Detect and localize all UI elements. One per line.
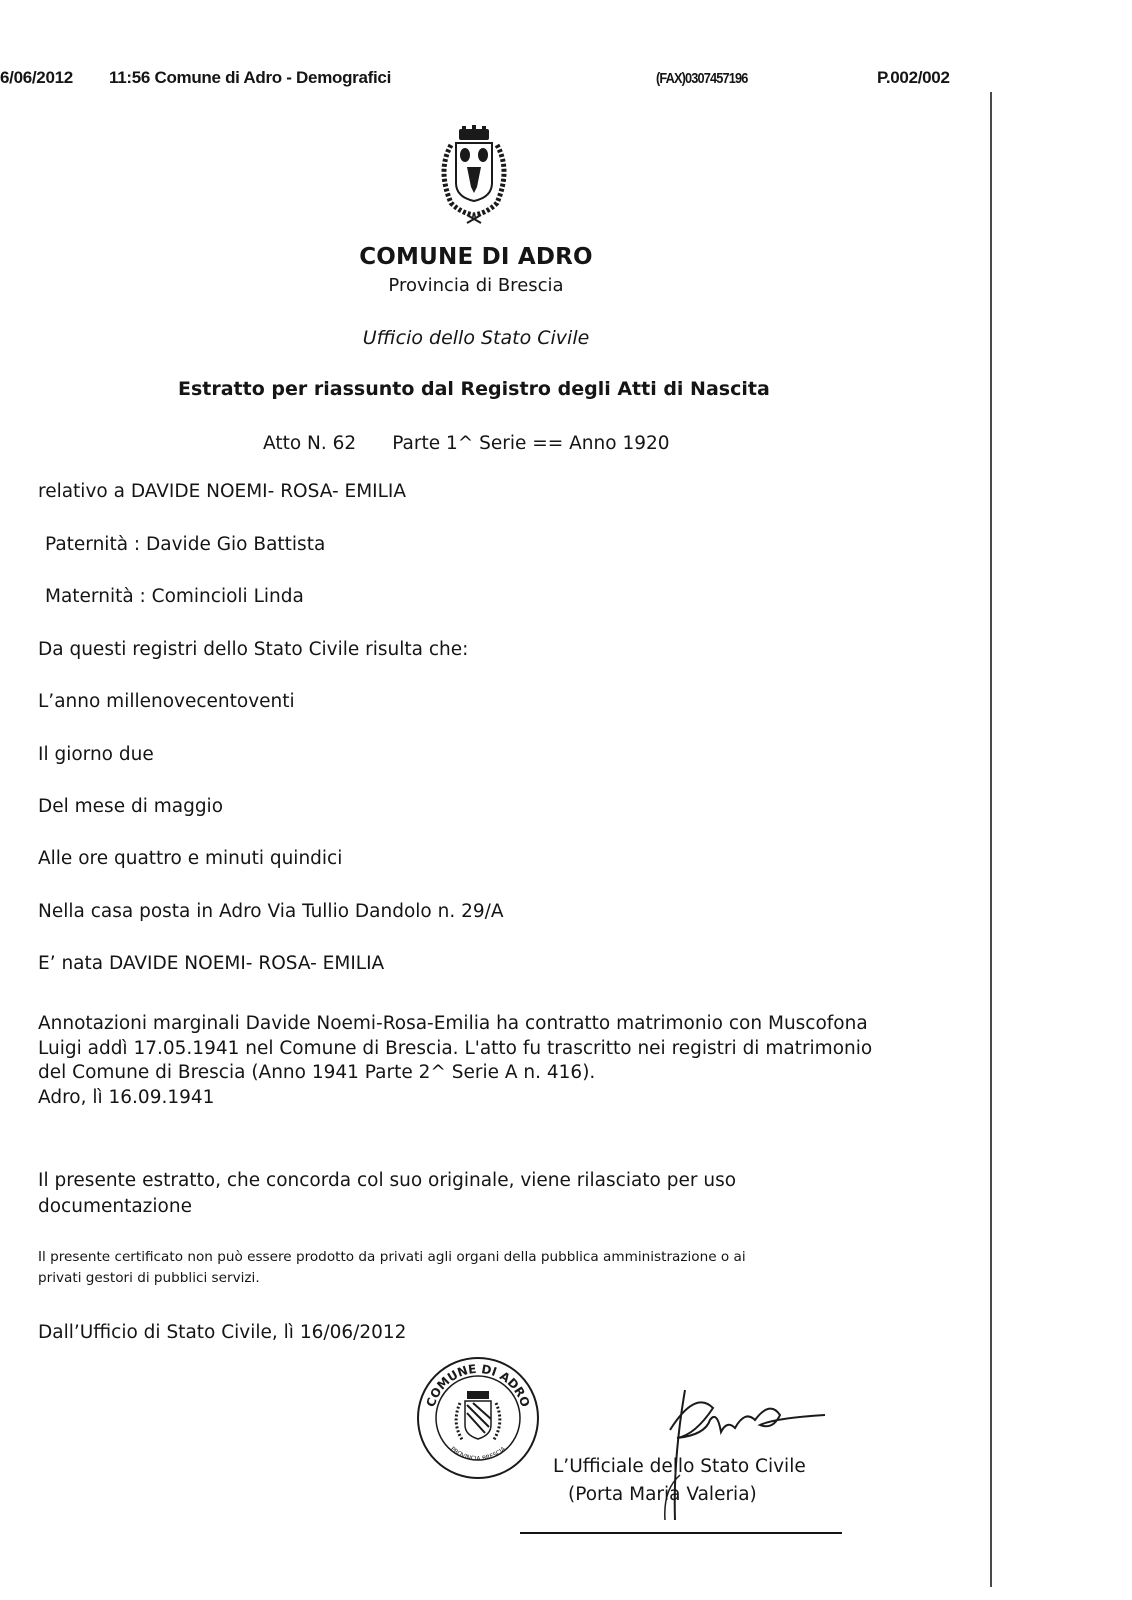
act-number: Atto N. 62: [263, 433, 357, 454]
place-line: Nella casa posta in Adro Via Tullio Dandolo n. 29/A: [38, 901, 504, 922]
marginal-annotations: [38, 1012, 872, 1110]
notice-line: privati gestori di pubblici servizi.: [38, 1270, 260, 1286]
legal-notice: [38, 1247, 746, 1289]
day-line: Il giorno due: [38, 744, 154, 765]
conformity-line: Il presente estratto, che concorda col suo originale, viene rilasciato per uso: [38, 1170, 737, 1191]
month-line: Del mese di maggio: [38, 796, 224, 817]
annotation-line: Adro, lì 16.09.1941: [38, 1086, 215, 1108]
fax-number: (FAX)0307457196: [656, 70, 748, 87]
annotation-line: Luigi addì 17.05.1941 nel Comune di Brescia. L'atto fu trascritto nei registri di matrimonio: [38, 1037, 873, 1059]
maternity-line: Maternità : Comincioli Linda: [45, 586, 304, 607]
act-reference: [263, 433, 670, 454]
time-line: Alle ore quattro e minuti quindici: [38, 848, 343, 869]
issue-date-line: Dall’Ufficio di Stato Civile, lì 16/06/2012: [38, 1322, 407, 1343]
svg-text:PROVINCIA BRESCIA: [449, 1445, 508, 1462]
annotation-line: Annotazioni marginali Davide Noemi-Rosa-Emilia ha contratto matrimonio con Muscofona: [38, 1013, 868, 1034]
official-title: L’Ufficiale dello Stato Civile: [553, 1456, 806, 1477]
municipality-name: COMUNE DI ADRO: [359, 244, 593, 270]
year-line: L’anno millenovecentoventi: [38, 691, 295, 712]
scan-edge-line: [990, 92, 992, 1587]
document-title: Estratto per riassunto dal Registro degli Atti di Nascita: [178, 378, 770, 400]
office-name: Ufficio dello Stato Civile: [362, 327, 590, 349]
annotation-line: del Comune di Brescia (Anno 1941 Parte 2^ Serie A n. 416).: [38, 1062, 596, 1083]
stamp-top-text: COMUNE DI ADRO: [423, 1361, 533, 1409]
coat-of-arms-icon: [429, 125, 519, 225]
paternity-line: Paternità : Davide Gio Battista: [45, 534, 326, 555]
official-name: (Porta Maria Valeria): [568, 1484, 757, 1505]
official-stamp-icon: [415, 1355, 541, 1481]
province-name: Provincia di Brescia: [388, 275, 564, 296]
fax-time-sender: 11:56 Comune di Adro - Demografici: [109, 68, 392, 87]
conformity-line: documentazione: [38, 1196, 192, 1217]
stamp-bottom-text: PROVINCIA BRESCIA: [448, 1445, 508, 1463]
signature-line: [520, 1532, 842, 1534]
fax-date: 6/06/2012: [0, 68, 73, 87]
born-line: E’ nata DAVIDE NOEMI- ROSA- EMILIA: [38, 953, 385, 974]
fax-page-number: P.002/002: [877, 68, 950, 87]
notice-line: Il presente certificato non può essere prodotto da privati agli organi della pubblica amministrazione o ai: [38, 1249, 746, 1265]
intro-line: Da questi registri dello Stato Civile risulta che:: [38, 639, 469, 660]
conformity-statement: [38, 1168, 736, 1220]
subject-line: relativo a DAVIDE NOEMI- ROSA- EMILIA: [38, 481, 407, 502]
act-series: Parte 1^ Serie == Anno 1920: [392, 433, 670, 454]
